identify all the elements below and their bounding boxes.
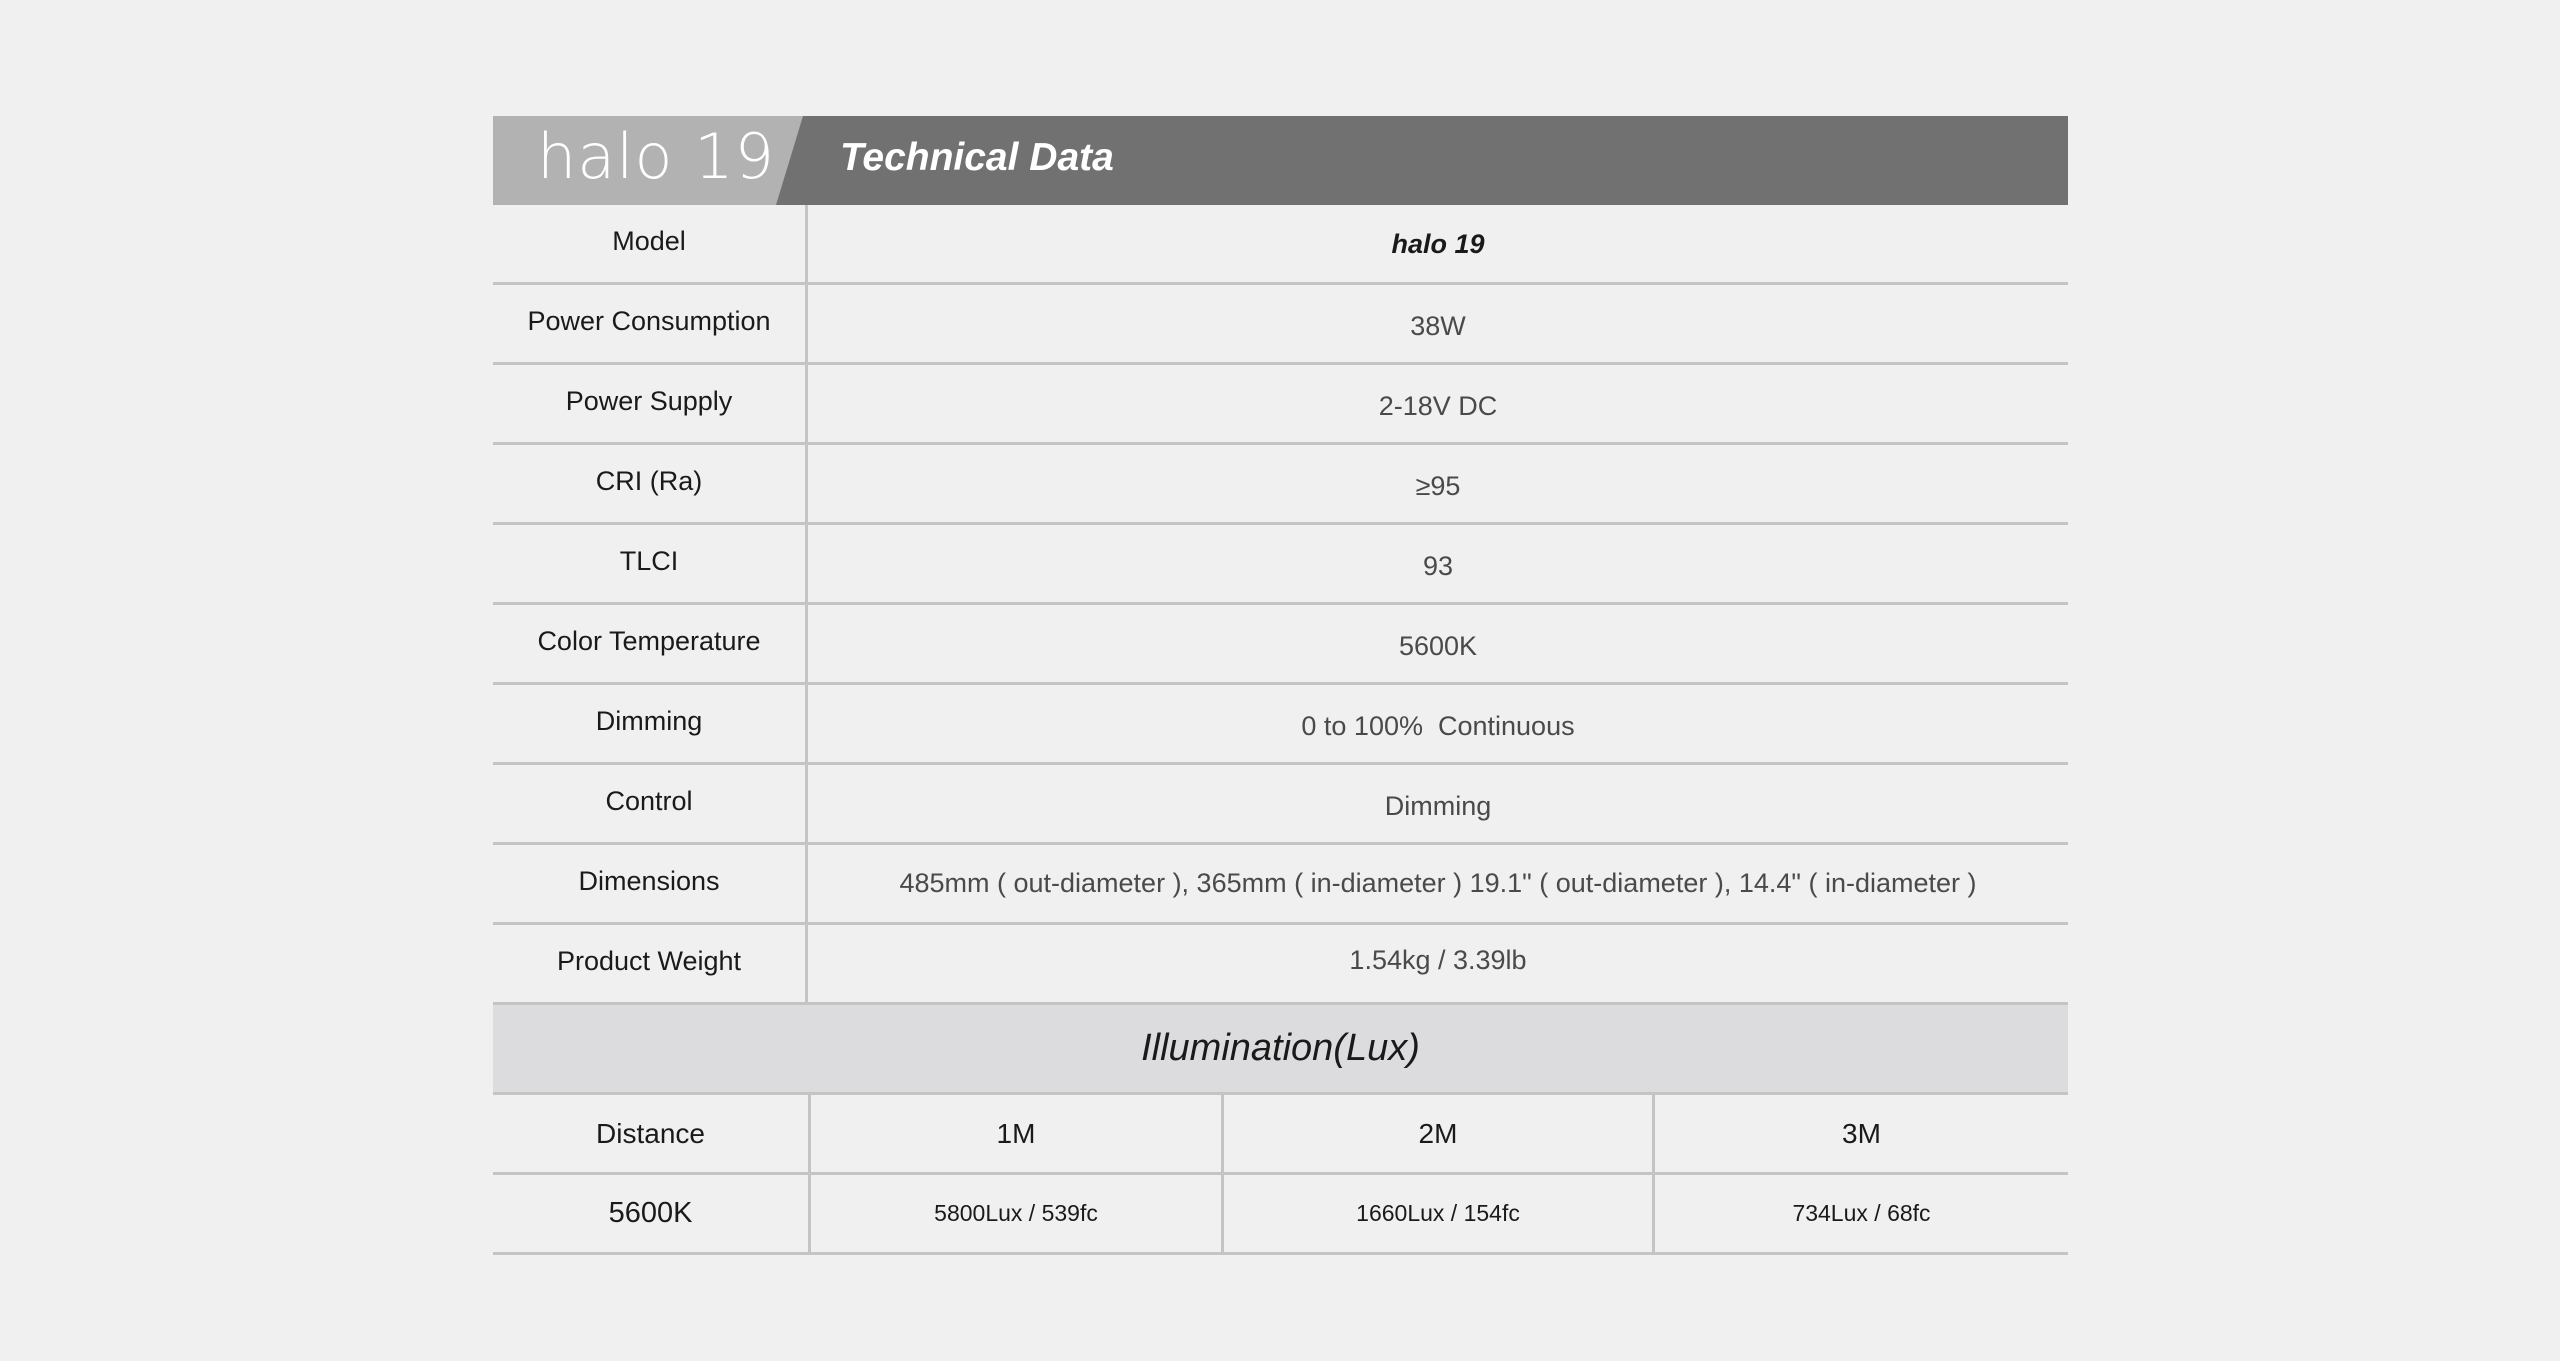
spec-value: Dimming: [1384, 791, 1492, 821]
illumination-title: Illumination(Lux): [493, 1005, 2068, 1095]
spec-label: Power Consumption: [493, 285, 808, 362]
spec-row-dimensions: [493, 845, 2068, 925]
illumination-column-header: 3M: [1842, 1117, 1881, 1149]
spec-label: Control: [493, 765, 808, 842]
illumination-column-header: 2M: [1224, 1095, 1655, 1172]
spec-label: Power Supply: [493, 365, 808, 442]
spec-row-tlci: [493, 525, 2068, 605]
illumination-column-header: 1M: [811, 1095, 1224, 1172]
illumination-row-label: 5600K: [493, 1175, 811, 1252]
spec-value: 38W: [1410, 311, 1466, 341]
illumination-value: 5800Lux / 539fc: [811, 1175, 1224, 1252]
spec-label: Color Temperature: [493, 605, 808, 682]
spec-value: 93: [1422, 551, 1454, 581]
spec-label: Dimming: [493, 685, 808, 762]
spec-label: Model: [493, 205, 808, 282]
illumination-header-row: [493, 1095, 2068, 1175]
spec-value: 2-18V DC: [1378, 391, 1498, 421]
spec-value: halo 19: [1391, 229, 1485, 259]
spec-row-dimming: [493, 685, 2068, 765]
spec-row-power-consumption: [493, 285, 2068, 365]
page-title: Technical Data: [840, 136, 1114, 179]
spec-label: CRI (Ra): [493, 445, 808, 522]
illumination-value: 734Lux / 68fc: [1792, 1200, 1931, 1226]
spec-row-color-temperature: [493, 605, 2068, 685]
spec-row-model: [493, 205, 2068, 285]
spec-label: Product Weight: [493, 925, 808, 1002]
spec-value: 0 to 100% Continuous: [1301, 711, 1575, 741]
spec-row-control: [493, 765, 2068, 845]
spec-value: ≥95: [1415, 471, 1461, 501]
spec-value: 5600K: [1398, 631, 1478, 661]
spec-label: Dimensions: [493, 845, 808, 922]
header-banner: [493, 116, 2068, 205]
brand-logo: halo 19: [537, 120, 776, 193]
spec-row-cri: [493, 445, 2068, 525]
illumination-value: 1660Lux / 154fc: [1224, 1175, 1655, 1252]
spec-row-product-weight: [493, 925, 2068, 1005]
spec-label: TLCI: [493, 525, 808, 602]
illumination-data-row: [493, 1175, 2068, 1255]
spec-table: [493, 205, 2068, 1005]
spec-value: 485mm ( out-diameter ), 365mm ( in-diameter ) 19.1" ( out-diameter ), 14.4" ( in-diameter ): [899, 868, 1977, 898]
illumination-column-header: Distance: [493, 1095, 811, 1172]
spec-row-power-supply: [493, 365, 2068, 445]
spec-value: 1.54kg / 3.39lb: [1349, 945, 1527, 975]
technical-data-sheet: [493, 116, 2068, 1255]
